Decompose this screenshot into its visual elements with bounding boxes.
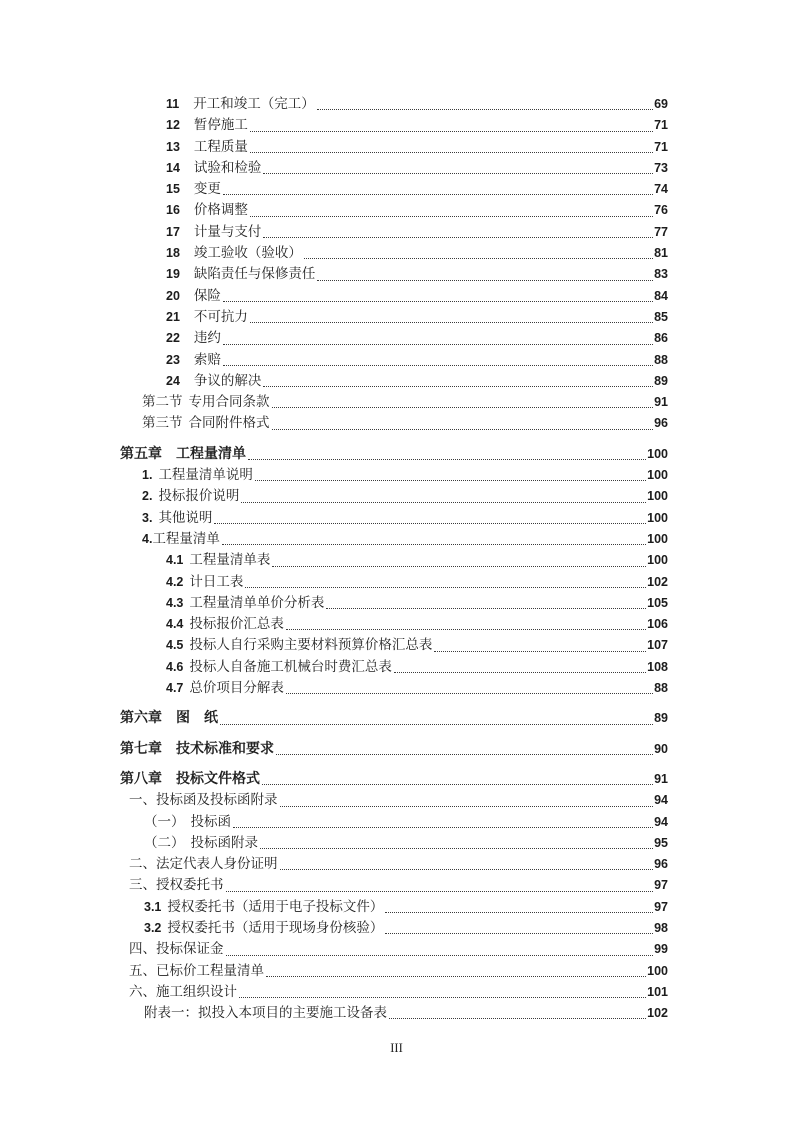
toc-entry — [129, 960, 668, 981]
toc-entry-page: 105 — [647, 595, 668, 610]
toc-entry-page: 99 — [654, 942, 668, 957]
toc-entry-page: 100 — [647, 446, 668, 461]
dot-leader — [250, 216, 653, 217]
dot-leader — [233, 827, 653, 828]
dot-leader — [214, 523, 646, 524]
toc-entry — [166, 613, 668, 634]
dot-leader — [263, 237, 653, 238]
dot-leader — [223, 365, 653, 366]
toc-entry-title: 价格调整 — [193, 202, 248, 218]
toc-entry-number: 3.1 — [144, 899, 162, 914]
toc-entry-number: 4.1 — [166, 553, 184, 568]
toc-entry — [144, 811, 668, 832]
toc-entry — [144, 896, 668, 917]
dot-leader — [272, 566, 646, 567]
toc-entry-number: 20 — [166, 288, 180, 303]
toc-entry-page: 96 — [654, 416, 668, 431]
dot-leader — [263, 386, 653, 387]
toc-entry-page: 98 — [654, 920, 668, 935]
toc-entry-page: 102 — [647, 574, 668, 589]
dot-leader — [260, 848, 653, 849]
dot-leader — [389, 1018, 646, 1019]
toc-entry-page: 100 — [647, 468, 668, 483]
toc-entry-title: 图 纸 — [176, 709, 218, 726]
toc-entry-number: 14 — [166, 160, 180, 175]
toc-entry-page: 100 — [647, 510, 668, 525]
toc-entry-page: 69 — [654, 97, 668, 111]
toc-entry-number: 1. — [142, 468, 153, 483]
toc-entry-title: 投标人自备施工机械台时费汇总表 — [189, 658, 392, 674]
toc — [120, 93, 668, 1023]
toc-entry-title: 计量与支付 — [193, 223, 262, 239]
toc-entry-number: 四、 — [129, 941, 156, 957]
toc-entry-title: 保险 — [193, 287, 221, 303]
toc-entry-page: 100 — [647, 489, 668, 504]
toc-entry — [142, 528, 668, 549]
toc-entry-title: 法定代表人身份证明 — [156, 856, 278, 872]
toc-entry-page: 100 — [647, 531, 668, 546]
toc-entry-title: 工程量清单表 — [189, 552, 271, 568]
toc-entry — [166, 178, 668, 199]
toc-entry — [166, 327, 668, 348]
toc-entry-page: 86 — [654, 331, 668, 346]
dot-leader — [317, 109, 653, 110]
dot-leader — [394, 672, 646, 673]
toc-entry-number: 4.6 — [166, 659, 184, 674]
toc-entry-title: 投标文件格式 — [176, 769, 260, 786]
dot-leader — [385, 933, 653, 934]
toc-entry-number: 附表一： — [144, 1005, 198, 1021]
toc-entry-page: 96 — [654, 857, 668, 872]
dot-leader — [434, 651, 646, 652]
toc-entry — [129, 981, 668, 1002]
toc-entry-number: 三、 — [129, 877, 156, 893]
toc-entry-page: 88 — [654, 681, 668, 696]
toc-entry-title: 缺陷责任与保修责任 — [193, 266, 316, 282]
toc-entry-title: 其他说明 — [158, 509, 213, 525]
toc-entry-number: 4.2 — [166, 574, 184, 589]
toc-entry-number: 15 — [166, 182, 180, 197]
toc-entry-number: （二） — [144, 834, 185, 850]
toc-entry-number: （一） — [144, 813, 185, 829]
toc-entry — [166, 349, 668, 370]
dot-leader — [220, 724, 653, 725]
dot-leader — [272, 429, 654, 430]
toc-entry-page: 94 — [654, 793, 668, 808]
toc-entry-title: 争议的解决 — [193, 372, 262, 388]
toc-entry-title: 投标函 — [190, 813, 231, 829]
toc-entry-number: 4.4 — [166, 617, 184, 632]
toc-entry-page: 100 — [647, 963, 668, 978]
toc-entry-title: 专用合同条款 — [188, 394, 270, 410]
dot-leader — [304, 258, 653, 259]
toc-entry — [142, 391, 668, 412]
toc-entry-page: 101 — [647, 984, 668, 999]
toc-entry-title: 拟投入本项目的主要施工设备表 — [198, 1005, 387, 1021]
dot-leader — [223, 194, 653, 195]
toc-entry-page: 84 — [654, 288, 668, 303]
toc-entry-title: 投标报价说明 — [158, 488, 240, 504]
toc-entry-title: 投标保证金 — [156, 941, 224, 957]
toc-entry-number: 16 — [166, 203, 180, 218]
dot-leader — [262, 784, 653, 785]
toc-entry-number: 第三节 — [142, 415, 183, 431]
dot-leader — [222, 544, 646, 545]
toc-entry-title: 计日工表 — [189, 573, 244, 589]
toc-entry — [166, 370, 668, 391]
toc-entry-page: 77 — [654, 224, 668, 239]
toc-entry-page: 95 — [654, 835, 668, 850]
toc-entry-title: 索赔 — [193, 351, 221, 367]
toc-entry — [144, 1002, 668, 1023]
toc-entry-title: 违约 — [193, 330, 221, 346]
toc-entry-page: 76 — [654, 203, 668, 218]
dot-leader — [250, 322, 653, 323]
dot-leader — [286, 629, 646, 630]
toc-entry — [166, 157, 668, 178]
dot-leader — [385, 912, 653, 913]
dot-leader — [223, 301, 653, 302]
toc-entry-title: 施工组织设计 — [156, 983, 237, 999]
toc-entry-number: 19 — [166, 267, 180, 282]
toc-entry — [120, 738, 668, 759]
toc-entry — [142, 485, 668, 506]
toc-entry-title: 投标报价汇总表 — [189, 616, 284, 632]
toc-entry — [166, 93, 668, 114]
toc-entry — [166, 677, 668, 698]
toc-entry — [129, 874, 668, 895]
toc-entry-number: 4. — [142, 531, 153, 546]
dot-leader — [280, 806, 654, 807]
dot-leader — [248, 459, 646, 460]
toc-entry-title: 工程质量 — [193, 138, 248, 154]
toc-entry-title: 授权委托书 — [156, 877, 224, 893]
toc-entry-number: 4.3 — [166, 595, 184, 610]
toc-entry-page: 74 — [654, 182, 668, 197]
footer-page-number: III — [390, 1041, 403, 1055]
toc-entry — [144, 832, 668, 853]
toc-entry-number: 11 — [166, 97, 180, 111]
toc-entry — [142, 507, 668, 528]
toc-entry — [166, 306, 668, 327]
toc-entry-title: 技术标准和要求 — [176, 739, 274, 756]
dot-leader — [280, 869, 654, 870]
toc-entry — [142, 412, 668, 433]
toc-entry-page: 108 — [647, 659, 668, 674]
toc-entry-page: 88 — [654, 352, 668, 367]
toc-entry-title: 开工和竣工（完工） — [193, 96, 315, 111]
toc-entry — [129, 938, 668, 959]
toc-entry-title: 授权委托书（适用于电子投标文件） — [167, 898, 384, 914]
toc-entry-number: 23 — [166, 352, 180, 367]
toc-entry-page: 90 — [654, 741, 668, 756]
toc-entry-number: 17 — [166, 224, 180, 239]
toc-entry-title: 试验和检验 — [193, 159, 262, 175]
toc-entry-title: 合同附件格式 — [188, 415, 270, 431]
toc-entry — [129, 853, 668, 874]
toc-entry-number: 第二节 — [142, 394, 183, 410]
toc-entry-number: 第七章 — [120, 739, 162, 756]
toc-entry — [166, 199, 668, 220]
toc-entry — [166, 242, 668, 263]
toc-entry-number: 二、 — [129, 856, 156, 872]
dot-leader — [245, 587, 646, 588]
toc-entry-title: 竣工验收（验收） — [193, 245, 302, 261]
toc-entry-page: 97 — [654, 899, 668, 914]
toc-entry-number: 13 — [166, 139, 180, 154]
toc-entry-title: 不可抗力 — [193, 308, 248, 324]
dot-leader — [326, 608, 646, 609]
toc-entry-page: 73 — [654, 160, 668, 175]
toc-entry — [120, 768, 668, 789]
dot-leader — [263, 173, 653, 174]
toc-entry-page: 71 — [654, 118, 668, 133]
dot-leader — [276, 754, 653, 755]
toc-entry-number: 第八章 — [120, 769, 162, 786]
toc-entry-number: 3. — [142, 510, 153, 525]
dot-leader — [241, 502, 646, 503]
dot-leader — [226, 891, 654, 892]
toc-entry-title: 投标函附录 — [190, 834, 258, 850]
dot-leader — [226, 955, 654, 956]
toc-entry-title: 授权委托书（适用于现场身份核验） — [167, 919, 384, 935]
dot-leader — [272, 407, 654, 408]
toc-entry — [129, 789, 668, 810]
toc-entry-number: 一、 — [129, 792, 156, 808]
toc-entry-title: 工程量清单说明 — [158, 467, 253, 483]
toc-entry-number: 4.5 — [166, 638, 184, 653]
toc-entry-title: 投标函及投标函附录 — [156, 792, 278, 808]
toc-entry-page: 106 — [647, 617, 668, 632]
toc-entry-number: 3.2 — [144, 920, 162, 935]
toc-entry-number: 第六章 — [120, 709, 162, 726]
toc-entry — [166, 634, 668, 655]
dot-leader — [250, 152, 653, 153]
toc-entry — [166, 656, 668, 677]
toc-entry-title: 工程量清单 — [152, 530, 220, 546]
toc-entry — [144, 917, 668, 938]
toc-entry — [166, 285, 668, 306]
toc-entry-title: 投标人自行采购主要材料预算价格汇总表 — [189, 637, 433, 653]
toc-entry-title: 总价项目分解表 — [189, 680, 284, 696]
toc-entry — [166, 549, 668, 570]
dot-leader — [266, 976, 646, 977]
toc-entry — [166, 571, 668, 592]
toc-entry-number: 六、 — [129, 983, 156, 999]
dot-leader — [223, 344, 653, 345]
dot-leader — [250, 131, 653, 132]
toc-entry — [142, 464, 668, 485]
toc-entry-page: 81 — [654, 246, 668, 261]
toc-entry — [120, 707, 668, 728]
toc-entry-page: 89 — [654, 711, 668, 726]
toc-entry-page: 107 — [647, 638, 668, 653]
toc-entry-title: 已标价工程量清单 — [156, 962, 264, 978]
toc-entry-page: 85 — [654, 309, 668, 324]
toc-entry-number: 18 — [166, 246, 180, 261]
dot-leader — [239, 997, 646, 998]
toc-entry-title: 工程量清单单价分析表 — [189, 594, 325, 610]
toc-entry-title: 工程量清单 — [176, 444, 246, 461]
toc-entry-number: 4.7 — [166, 681, 184, 696]
dot-leader — [286, 693, 653, 694]
toc-entry-title: 暂停施工 — [193, 117, 248, 133]
toc-entry — [166, 263, 668, 284]
toc-entry — [166, 114, 668, 135]
dot-leader — [255, 480, 646, 481]
toc-entry-number: 24 — [166, 373, 180, 388]
toc-entry-number: 12 — [166, 118, 180, 133]
toc-entry — [120, 443, 668, 464]
toc-entry — [166, 592, 668, 613]
toc-entry-page: 102 — [647, 1006, 668, 1021]
toc-entry — [166, 136, 668, 157]
toc-entry-page: 97 — [654, 878, 668, 893]
toc-entry-page: 89 — [654, 373, 668, 388]
toc-entry — [166, 221, 668, 242]
toc-entry-number: 五、 — [129, 962, 156, 978]
toc-entry-number: 第五章 — [120, 444, 162, 461]
toc-entry-number: 2. — [142, 489, 153, 504]
toc-entry-page: 91 — [654, 395, 668, 410]
toc-entry-page: 100 — [647, 553, 668, 568]
toc-entry-number: 21 — [166, 309, 180, 324]
toc-entry-page: 83 — [654, 267, 668, 282]
toc-entry-number: 22 — [166, 331, 180, 346]
toc-entry-page: 71 — [654, 139, 668, 154]
toc-entry-page: 91 — [654, 771, 668, 786]
toc-entry-page: 94 — [654, 814, 668, 829]
dot-leader — [317, 280, 653, 281]
toc-entry-title: 变更 — [193, 181, 221, 197]
